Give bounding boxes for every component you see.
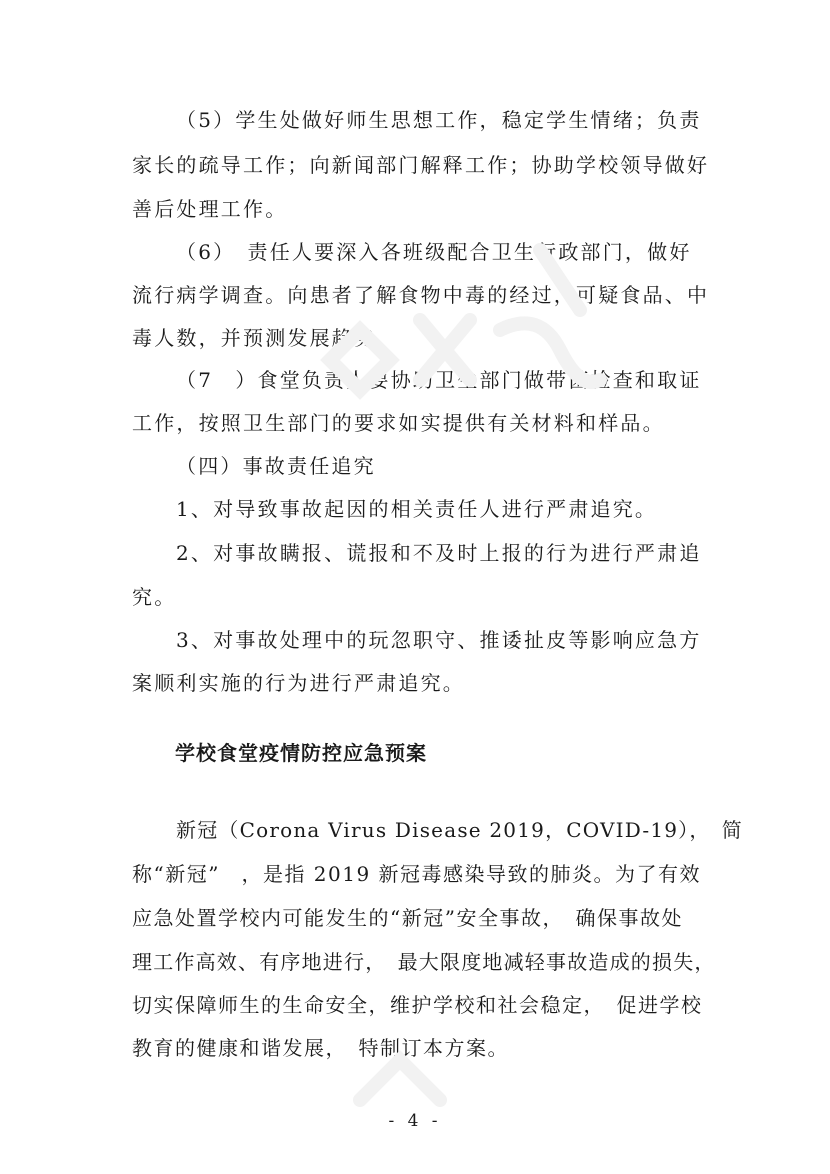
intro-line-6: 教育的健康和谐发展， 特制订本方案。 (132, 1036, 509, 1060)
item-1-line-1: 1、对导致事故起因的相关责任人进行严肃追究。 (176, 497, 658, 521)
paragraph-6-line-3: 毒人数，并预测发展趋势 (132, 326, 377, 350)
item-3-line-2: 案顺利实施的行为进行严肃追究。 (132, 671, 465, 695)
subsection-heading-4: （四）事故责任追究 (176, 454, 376, 478)
section-title: 学校食堂疫情防控应急预案 (175, 741, 427, 765)
paragraph-6-line-2: 流行病学调查。向患者了解食物中毒的经过，可疑食品、中 (132, 283, 710, 307)
paragraph-5-line-3: 善后处理工作。 (132, 197, 288, 221)
intro-line-3: 应急处置学校内可能发生的“新冠”安全事故， 确保事故处 (132, 906, 683, 930)
paragraph-6-line-1: （6） 责任人要深入各班级配合卫生行政部门，做好 (176, 240, 692, 264)
paragraph-7-line-2: 工作，按照卫生部门的要求如实提供有关材料和样品。 (132, 411, 665, 435)
intro-line-2: 称“新冠” ，是指 2019 新冠毒感染导致的肺炎。为了有效 (132, 862, 702, 886)
paragraph-5-line-1: （5）学生处做好师生思想工作，稳定学生情绪；负责 (176, 108, 702, 132)
intro-line-1: 新冠（Corona Virus Disease 2019，COVID-19）， 简 (176, 818, 743, 842)
item-2-line-2: 究。 (132, 585, 177, 609)
paragraph-5-line-2: 家长的疏导工作；向新闻部门解释工作；协助学校领导做好 (132, 153, 710, 177)
intro-line-4: 理工作高效、有序地进行， 最大限度地减轻事故造成的损失， (132, 950, 716, 974)
item-2-line-1: 2、对事故瞒报、谎报和不及时上报的行为进行严肃追 (176, 541, 702, 565)
page-number: - 4 - (388, 1111, 442, 1131)
intro-line-5: 切实保障师生的生命安全，维护学校和社会稳定， 促进学校 (132, 993, 703, 1017)
item-3-line-1: 3、对事故处理中的玩忽职守、推诿扯皮等影响应急方 (176, 628, 702, 652)
paragraph-7-line-1: （7 ）食堂负责人要协助卫生部门做带菌检查和取证 (176, 368, 702, 392)
